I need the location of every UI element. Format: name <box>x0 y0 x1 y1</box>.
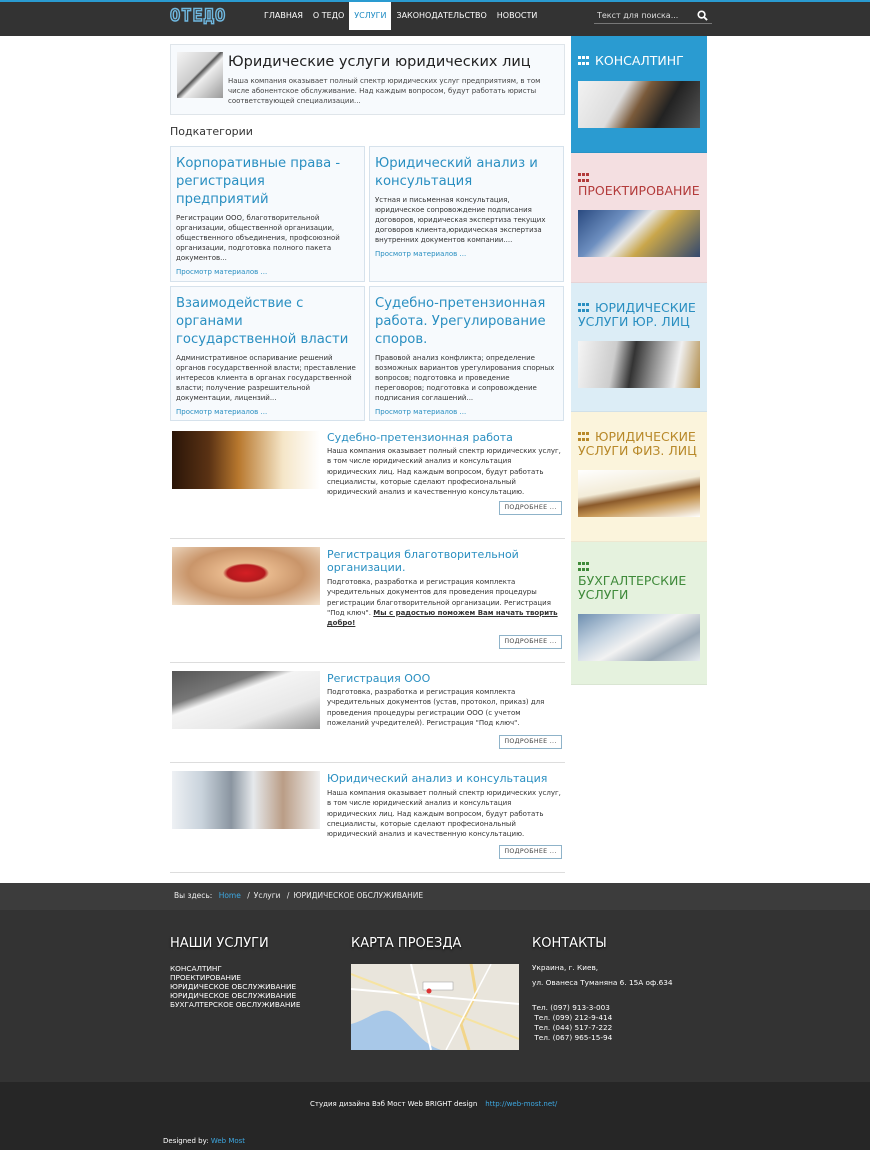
studio-link[interactable]: http://web-most.net/ <box>485 1100 558 1108</box>
subcategory-card <box>369 146 564 282</box>
more-button[interactable]: ПОДРОБНЕЕ ... <box>499 501 562 515</box>
nav-about[interactable]: О ТЕДО <box>312 11 345 20</box>
more-button[interactable]: ПОДРОБНЕЕ ... <box>499 635 562 649</box>
subcategory-text: Административное оспаривание решений органов государственной власти; преставление интересов клиента в органах государственной власти; получение разрешительной документации, лицензий... <box>176 354 356 402</box>
article-text: Наша компания оказывает полный спектр юридических услуг, в том числе юридический анализ и консультация юридических лиц. Над каждым вопросом, будут работать специалисты, которые сделают професиональный юридический анализ и качественную консультацию. <box>327 789 561 839</box>
services-sidebar <box>571 36 707 685</box>
footer-service-link[interactable]: ЮРИДИЧЕСКОЕ ОБСЛУЖИВАНИЕ <box>170 991 297 1000</box>
article-item <box>170 539 565 663</box>
contact-phone: Тел. (099) 212-9-414 <box>532 1013 613 1022</box>
search-box <box>594 8 712 24</box>
site-logo[interactable]: ОТЕДО <box>170 6 227 26</box>
article-item <box>170 663 565 763</box>
subcategory-card <box>170 146 365 282</box>
search-input[interactable] <box>594 8 694 23</box>
nav-services[interactable]: УСЛУГИ <box>349 2 391 30</box>
subcategory-text: Устная и письменная консультация, юридическое сопровождение подписания договоров, юридическая экспертиза текущих договоров клиента,юридическая экспертиза внутренних документов компании.... <box>375 196 546 244</box>
article-text: Подготовка, разработка и регистрация комплекта учредительных документов для проведения процедуры регистрации благотворительной организации. Регистрация "Под ключ". Мы с радостью поможем Вам начать творить добро! <box>327 578 558 628</box>
footer-map-heading: КАРТА ПРОЕЗДА <box>351 936 462 951</box>
view-materials-link[interactable]: Просмотр материалов ... <box>375 408 467 416</box>
grid-icon <box>578 173 590 183</box>
contact-phone: Тел. (044) 517-7-222 <box>532 1023 613 1032</box>
article-image <box>172 671 320 729</box>
subcategory-title[interactable]: Корпоративные права - регистрация предприятий <box>176 156 341 207</box>
article-title[interactable]: Юридический анализ и консультация <box>327 772 548 785</box>
designed-by: Designed by: Web Most <box>163 1137 246 1145</box>
sidebar-title: ЮРИДИЧЕСКИЕ УСЛУГИ ФИЗ. ЛИЦ <box>578 429 697 458</box>
site-footer <box>0 910 870 1082</box>
contact-city: Украина, г. Киев, <box>532 963 599 972</box>
contact-phone: Тел. (097) 913-3-003 <box>532 1003 610 1012</box>
category-description: Наша компания оказывает полный спектр юридических услуг предприятиям, в том числе абонентское обслуживание. Над каждым вопросом, будут работать юристы соответствующей специализации... <box>228 77 541 105</box>
article-title[interactable]: Регистрация благотворительной организации. <box>327 548 519 574</box>
article-text: Наша компания оказывает полный спектр юридических услуг, в том числе юридический анализ и консультация юридических лиц. Над каждым вопросом, будут работать специалисты, которые сделают професиональный юридический анализ и качественную консультацию. <box>327 447 561 497</box>
sidebar-title: ПРОЕКТИРОВАНИЕ <box>578 183 700 198</box>
nav-legislation[interactable]: ЗАКОНОДАТЕЛЬСТВО <box>396 11 487 20</box>
footer-service-link[interactable]: КОНСАЛТИНГ <box>170 964 222 973</box>
category-image <box>177 52 223 98</box>
footer-services-list <box>170 964 300 1009</box>
sidebar-image <box>578 81 700 128</box>
footer-contacts <box>532 963 673 1043</box>
category-intro <box>170 44 565 115</box>
sidebar-individuals[interactable] <box>571 412 707 542</box>
sidebar-image <box>578 614 700 661</box>
location-map[interactable] <box>351 964 519 1050</box>
contact-phone: Тел. (067) 965-15-94 <box>532 1033 613 1042</box>
bottom-bar <box>0 1082 870 1150</box>
breadcrumb-home-link[interactable]: Home <box>218 891 241 900</box>
breadcrumb-services-link[interactable]: Услуги <box>253 891 281 900</box>
sidebar-accounting[interactable] <box>571 542 707 685</box>
sidebar-image <box>578 470 700 517</box>
article-image <box>172 431 320 489</box>
article-title[interactable]: Регистрация ООО <box>327 672 431 685</box>
studio-credit: Студия дизайна Вэб Мост Web BRIGHT design http://web-most.net/ <box>310 1100 558 1108</box>
breadcrumb: Вы здесь: Home / Услуги / ЮРИДИЧЕСКОЕ ОБСЛУЖИВАНИЕ <box>0 883 870 910</box>
sidebar-image <box>578 210 700 257</box>
view-materials-link[interactable]: Просмотр материалов ... <box>176 268 268 276</box>
footer-services-heading: НАШИ УСЛУГИ <box>170 936 269 951</box>
sidebar-image <box>578 341 700 388</box>
subcategory-title[interactable]: Взаимодействие с органами государственной власти <box>176 296 349 347</box>
subcategory-title[interactable]: Судебно-претензионная работа. Урегулирование споров. <box>375 296 546 347</box>
article-image <box>172 547 320 605</box>
article-title[interactable]: Судебно-претензионная работа <box>327 431 513 444</box>
grid-icon <box>578 562 590 572</box>
nav-home[interactable]: ГЛАВНАЯ <box>264 11 303 20</box>
site-header <box>0 2 870 36</box>
main-nav <box>259 2 542 30</box>
subcategory-title[interactable]: Юридический анализ и консультация <box>375 156 538 189</box>
designer-link[interactable]: Web Most <box>210 1137 246 1145</box>
subcategory-text: Правовой анализ конфликта; определение возможных вариантов урегулирования спорных вопросов; подготовка и проведение переговоров; подготовка и сопровождение подписания соглашений... <box>375 354 555 402</box>
subcategories-heading: Подкатегории <box>170 125 253 138</box>
main-content <box>170 44 565 873</box>
footer-service-link[interactable]: ПРОЕКТИРОВАНИЕ <box>170 973 242 982</box>
footer-contacts-heading: КОНТАКТЫ <box>532 936 607 951</box>
subcategories-grid <box>170 146 565 421</box>
search-icon[interactable] <box>697 10 708 21</box>
subcategory-card <box>369 286 564 421</box>
article-item <box>170 427 565 539</box>
view-materials-link[interactable]: Просмотр материалов ... <box>176 408 268 416</box>
article-item <box>170 763 565 873</box>
more-button[interactable]: ПОДРОБНЕЕ ... <box>499 735 562 749</box>
sidebar-consulting[interactable] <box>571 36 707 153</box>
more-button[interactable]: ПОДРОБНЕЕ ... <box>499 845 562 859</box>
contact-address: ул. Ованеса Туманяна 6. 15А оф.634 <box>532 978 673 987</box>
footer-service-link[interactable]: ЮРИДИЧЕСКОЕ ОБСЛУЖИВАНИЕ <box>170 982 297 991</box>
view-materials-link[interactable]: Просмотр материалов ... <box>375 250 467 258</box>
page-title: Юридические услуги юридических лиц <box>228 54 531 70</box>
article-highlight: Мы с радостью поможем Вам начать творить добро! <box>327 608 558 628</box>
subcategory-card <box>170 286 365 421</box>
sidebar-title: БУХГАЛТЕРСКИЕ УСЛУГИ <box>578 573 687 602</box>
sidebar-title: ЮРИДИЧЕСКИЕ УСЛУГИ ЮР. ЛИЦ <box>578 300 696 329</box>
sidebar-legal-entities[interactable] <box>571 283 707 412</box>
nav-news[interactable]: НОВОСТИ <box>496 11 538 20</box>
subcategory-text: Регистрации ООО, благотворительной организации, общественной организации, общественного объединения, профсоюзной организации, подготовка полного пакета документов... <box>176 214 340 262</box>
sidebar-design[interactable] <box>571 153 707 283</box>
breadcrumb-label: Вы здесь: <box>174 891 213 900</box>
article-text: Подготовка, разработка и регистрация комплекта учредительных документов (устав, протокол, приказ) для проведения процедуры регистрации ООО (с учетом пожеланий учредителей). Регистрация "Под ключ". <box>327 688 545 727</box>
sidebar-title: КОНСАЛТИНГ <box>595 53 684 68</box>
article-image <box>172 771 320 829</box>
breadcrumb-current: ЮРИДИЧЕСКОЕ ОБСЛУЖИВАНИЕ <box>293 891 424 900</box>
footer-service-link[interactable]: БУХГАЛТЕРСКОЕ ОБСЛУЖИВАНИЕ <box>170 1000 301 1009</box>
